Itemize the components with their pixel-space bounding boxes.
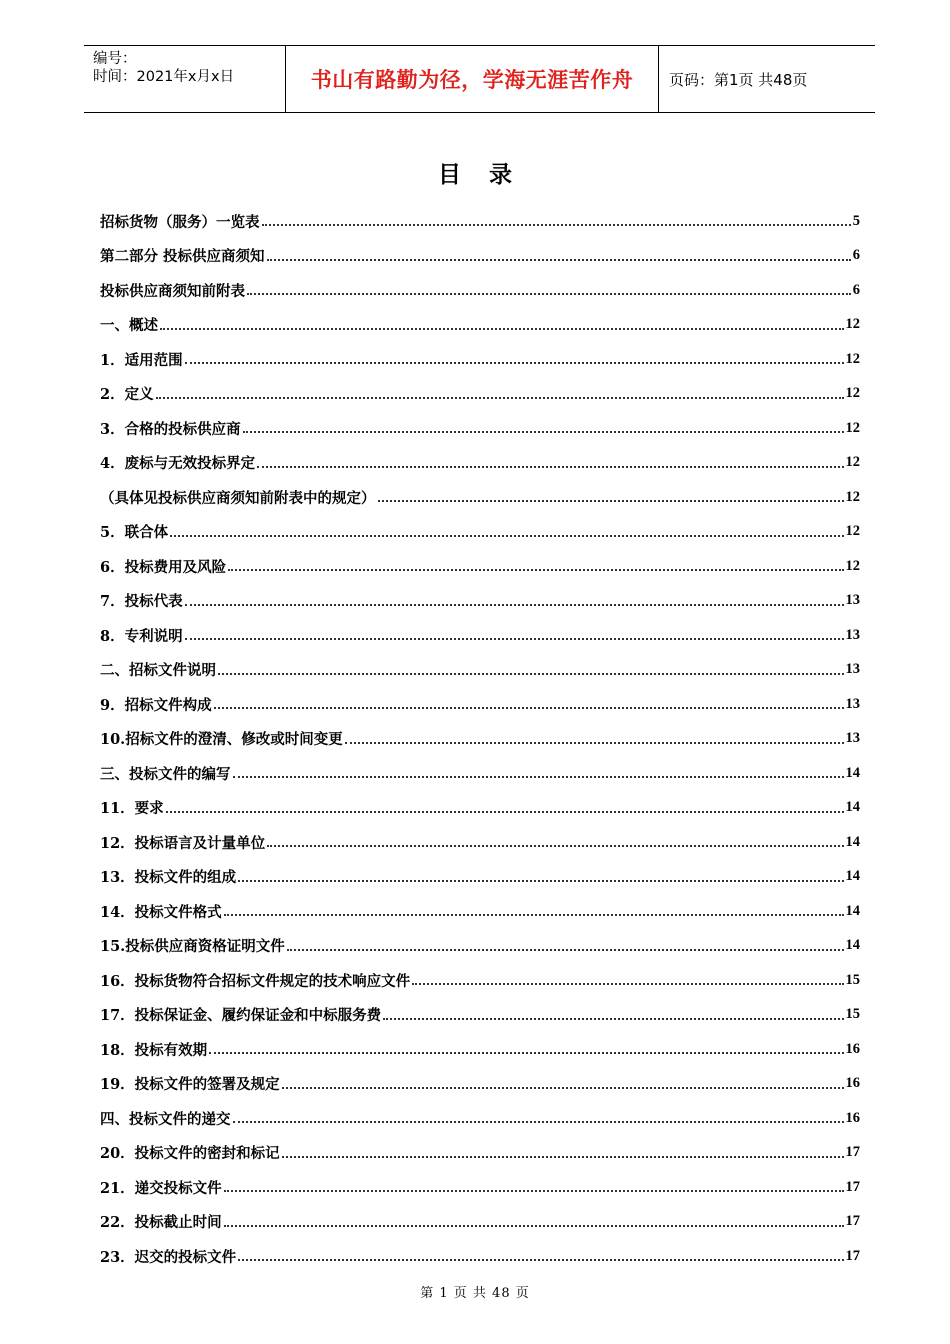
table-of-contents [100, 204, 860, 1274]
page-footer: 第 1 页 共 48 页 [420, 1286, 530, 1301]
toc-entry-page: 12 [845, 385, 860, 402]
toc-entry[interactable] [100, 446, 860, 481]
toc-entry-page: 12 [845, 419, 860, 436]
toc-entry-page: 6 [852, 281, 860, 298]
toc-entry-page: 16 [845, 1075, 860, 1092]
toc-leader-dots [257, 466, 843, 468]
toc-entry-label: 7．投标代表 [100, 593, 183, 611]
header-meta [84, 46, 286, 112]
toc-entry-page: 17 [845, 1213, 860, 1230]
toc-entry-page: 13 [845, 661, 860, 678]
toc-leader-dots [185, 638, 844, 640]
toc-entry[interactable] [100, 929, 860, 964]
toc-entry[interactable] [100, 1067, 860, 1102]
toc-leader-dots [156, 397, 844, 399]
toc-entry[interactable] [100, 998, 860, 1033]
toc-entry[interactable] [100, 549, 860, 584]
toc-entry[interactable] [100, 1136, 860, 1171]
toc-entry[interactable] [100, 584, 860, 619]
toc-entry[interactable] [100, 480, 860, 515]
header-page-info: 页码：第1页 共48页 [669, 70, 808, 89]
toc-entry-page: 17 [845, 1247, 860, 1264]
toc-entry-label: 11．要求 [100, 800, 164, 818]
toc-entry-page: 14 [845, 764, 860, 781]
toc-entry-label: 1．适用范围 [100, 351, 183, 369]
toc-entry-page: 14 [845, 868, 860, 885]
toc-leader-dots [287, 949, 844, 951]
toc-entry-page: 6 [852, 247, 860, 264]
header-code-label: 编号： [93, 51, 137, 67]
toc-entry[interactable] [100, 722, 860, 757]
toc-entry[interactable] [100, 756, 860, 791]
toc-entry[interactable] [100, 308, 860, 343]
toc-leader-dots [214, 707, 844, 709]
toc-leader-dots [228, 569, 843, 571]
toc-entry[interactable] [100, 342, 860, 377]
toc-leader-dots [166, 811, 844, 813]
toc-leader-dots [262, 224, 851, 226]
toc-entry[interactable] [100, 963, 860, 998]
toc-entry-label: 21．递交投标文件 [100, 1179, 222, 1197]
toc-entry[interactable] [100, 894, 860, 929]
toc-entry-page: 12 [845, 316, 860, 333]
toc-leader-dots [345, 742, 844, 744]
toc-leader-dots [267, 845, 843, 847]
toc-entry-label: 10.招标文件的澄清、修改或时间变更 [100, 731, 343, 749]
toc-entry-label: 15.投标供应商资格证明文件 [100, 938, 285, 956]
toc-entry-page: 12 [845, 454, 860, 471]
toc-entry[interactable] [100, 1239, 860, 1274]
toc-leader-dots [238, 1259, 843, 1261]
toc-entry[interactable] [100, 204, 860, 239]
toc-entry-label: 12．投标语言及计量单位 [100, 834, 266, 852]
toc-entry-label: 13．投标文件的组成 [100, 869, 237, 887]
toc-entry[interactable] [100, 687, 860, 722]
toc-entry-page: 14 [845, 799, 860, 816]
toc-entry[interactable] [100, 273, 860, 308]
toc-entry-page: 17 [845, 1178, 860, 1195]
toc-entry-label: （具体见投标供应商须知前附表中的规定） [100, 489, 376, 507]
toc-entry-label: 20．投标文件的密封和标记 [100, 1145, 280, 1163]
toc-leader-dots [218, 673, 844, 675]
toc-leader-dots [267, 259, 851, 261]
toc-leader-dots [185, 362, 844, 364]
toc-entry-page: 16 [845, 1040, 860, 1057]
toc-leader-dots [282, 1087, 844, 1089]
toc-entry-label: 第二部分 投标供应商须知 [100, 248, 265, 266]
toc-leader-dots [238, 880, 843, 882]
toc-entry[interactable] [100, 825, 860, 860]
toc-entry-page: 12 [845, 557, 860, 574]
toc-entry-page: 14 [845, 833, 860, 850]
toc-entry-label: 14．投标文件格式 [100, 903, 222, 921]
toc-entry-label: 6．投标费用及风险 [100, 558, 227, 576]
toc-entry-page: 13 [845, 592, 860, 609]
toc-entry-page: 12 [845, 523, 860, 540]
toc-entry-page: 15 [845, 1006, 860, 1023]
toc-entry-label: 2．定义 [100, 386, 154, 404]
toc-leader-dots [243, 431, 844, 433]
header-motto: 书山有路勤为径，学海无涯苦作舟 [286, 46, 659, 112]
toc-entry-page: 17 [845, 1144, 860, 1161]
toc-leader-dots [160, 328, 844, 330]
toc-entry-label: 5．联合体 [100, 524, 169, 542]
toc-entry-label: 三、投标文件的编写 [100, 765, 231, 783]
toc-entry-label: 8．专利说明 [100, 627, 183, 645]
toc-entry-page: 5 [852, 212, 860, 229]
toc-entry-label: 招标货物（服务）一览表 [100, 213, 260, 231]
toc-entry-label: 18．投标有效期 [100, 1041, 208, 1059]
toc-leader-dots [224, 1225, 844, 1227]
toc-leader-dots [209, 1052, 843, 1054]
toc-entry-label: 9．招标文件构成 [100, 696, 212, 714]
toc-title: 目录 [438, 162, 540, 188]
toc-entry-page: 15 [845, 971, 860, 988]
toc-entry-label: 投标供应商须知前附表 [100, 282, 245, 300]
toc-leader-dots [224, 1190, 844, 1192]
toc-leader-dots [233, 776, 844, 778]
toc-entry[interactable] [100, 515, 860, 550]
page-header [84, 45, 875, 113]
toc-entry[interactable] [100, 860, 860, 895]
toc-entry[interactable] [100, 653, 860, 688]
toc-entry-label: 19．投标文件的签署及规定 [100, 1076, 280, 1094]
toc-leader-dots [247, 293, 851, 295]
toc-entry-label: 22．投标截止时间 [100, 1214, 222, 1232]
toc-entry[interactable] [100, 377, 860, 412]
toc-leader-dots [233, 1121, 844, 1123]
toc-entry-label: 二、招标文件说明 [100, 662, 216, 680]
toc-entry[interactable] [100, 791, 860, 826]
toc-entry-page: 13 [845, 730, 860, 747]
toc-entry-page: 12 [845, 488, 860, 505]
header-time-label: 时间：2021年x月x日 [93, 69, 235, 85]
toc-leader-dots [282, 1156, 844, 1158]
toc-entry[interactable] [100, 1170, 860, 1205]
toc-entry[interactable] [100, 411, 860, 446]
toc-entry-label: 一、概述 [100, 317, 158, 335]
toc-leader-dots [383, 1018, 843, 1020]
toc-leader-dots [224, 914, 844, 916]
toc-entry-label: 四、投标文件的递交 [100, 1110, 231, 1128]
toc-entry-page: 14 [845, 937, 860, 954]
toc-entry-page: 14 [845, 902, 860, 919]
toc-entry[interactable] [100, 618, 860, 653]
toc-entry-label: 23．迟交的投标文件 [100, 1248, 237, 1266]
toc-entry-page: 13 [845, 695, 860, 712]
toc-leader-dots [185, 604, 844, 606]
toc-entry-page: 12 [845, 350, 860, 367]
toc-entry-label: 4．废标与无效投标界定 [100, 455, 256, 473]
toc-entry-page: 16 [845, 1109, 860, 1126]
toc-entry-page: 13 [845, 626, 860, 643]
toc-leader-dots [170, 535, 843, 537]
toc-leader-dots [412, 983, 843, 985]
toc-entry-label: 17．投标保证金、履约保证金和中标服务费 [100, 1007, 382, 1025]
toc-entry-label: 16．投标货物符合招标文件规定的技术响应文件 [100, 972, 411, 990]
toc-entry-label: 3．合格的投标供应商 [100, 420, 241, 438]
toc-entry[interactable] [100, 1205, 860, 1240]
toc-leader-dots [378, 500, 844, 502]
toc-entry[interactable] [100, 239, 860, 274]
toc-entry[interactable] [100, 1101, 860, 1136]
toc-entry[interactable] [100, 1032, 860, 1067]
